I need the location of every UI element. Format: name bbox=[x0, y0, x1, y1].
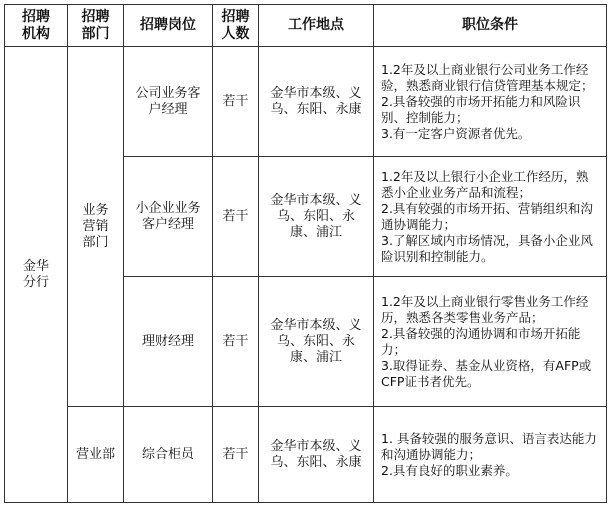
table-row bbox=[5, 47, 607, 157]
requirements-cell bbox=[374, 407, 607, 503]
header-location: 工作地点 bbox=[259, 5, 374, 47]
header-count: 招聘人数 bbox=[213, 5, 259, 47]
requirement-item: 3.了解区域内市场情况，具备小企业风险识别和控制能力。 bbox=[381, 232, 593, 264]
requirement-item: 2.具有良好的职业素养。 bbox=[381, 462, 518, 478]
table-row bbox=[5, 407, 607, 503]
count-cell: 若干 bbox=[213, 157, 259, 277]
location-cell: 金华市本级、义乌、东阳、永康 bbox=[259, 407, 374, 503]
requirement-item: 3.取得证券、基金从业资格，有AFP或CFP证书者优先。 bbox=[381, 357, 592, 389]
requirement-item: 2.具有较强的市场开拓、营销组织和沟通协调能力； bbox=[381, 200, 593, 232]
position-cell: 综合柜员 bbox=[124, 407, 213, 503]
requirements-cell bbox=[374, 157, 607, 277]
requirement-item: 1. 具备较强的服务意识、语言表达能力和沟通协调能力； bbox=[381, 430, 597, 462]
position-cell: 理财经理 bbox=[124, 277, 213, 407]
header-requirements: 职位条件 bbox=[374, 5, 607, 47]
position-cell: 公司业务客户经理 bbox=[124, 47, 213, 157]
recruitment-table bbox=[4, 4, 607, 503]
count-cell: 若干 bbox=[213, 277, 259, 407]
location-cell: 金华市本级、义乌、东阳、永康、浦江 bbox=[259, 277, 374, 407]
header-position: 招聘岗位 bbox=[124, 5, 213, 47]
requirement-item: 1.2年及以上商业银行零售业务工作经历，熟悉各类零售业务产品； bbox=[381, 293, 589, 325]
header-dept: 招聘部门 bbox=[68, 5, 124, 47]
requirement-item: 2.具备较强的沟通协调和市场开拓能力； bbox=[381, 325, 581, 357]
org-cell: 金华分行 bbox=[5, 47, 68, 503]
requirements-cell bbox=[374, 277, 607, 407]
position-cell: 小企业业务客户经理 bbox=[124, 157, 213, 277]
requirement-item: 3.有一定客户资源者优先。 bbox=[381, 125, 531, 141]
requirements-cell bbox=[374, 47, 607, 157]
header-row bbox=[5, 5, 607, 47]
count-cell: 若干 bbox=[213, 407, 259, 503]
dept-cell: 业务营销部门 bbox=[68, 47, 124, 407]
header-org: 招聘机构 bbox=[5, 5, 68, 47]
location-cell: 金华市本级、义乌、东阳、永康 bbox=[259, 47, 374, 157]
requirement-item: 1.2年及以上银行小企业工作经历，熟悉小企业业务产品和流程； bbox=[381, 168, 589, 200]
count-cell: 若干 bbox=[213, 47, 259, 157]
requirement-item: 1.2年及以上商业银行公司业务工作经验，熟悉商业银行信贷管理基本规定； bbox=[381, 61, 594, 93]
dept-cell: 营业部 bbox=[68, 407, 124, 503]
location-cell: 金华市本级、义乌、东阳、永康、浦江 bbox=[259, 157, 374, 277]
requirement-item: 2.具备较强的市场开拓能力和风险识别、控制能力； bbox=[381, 93, 581, 125]
